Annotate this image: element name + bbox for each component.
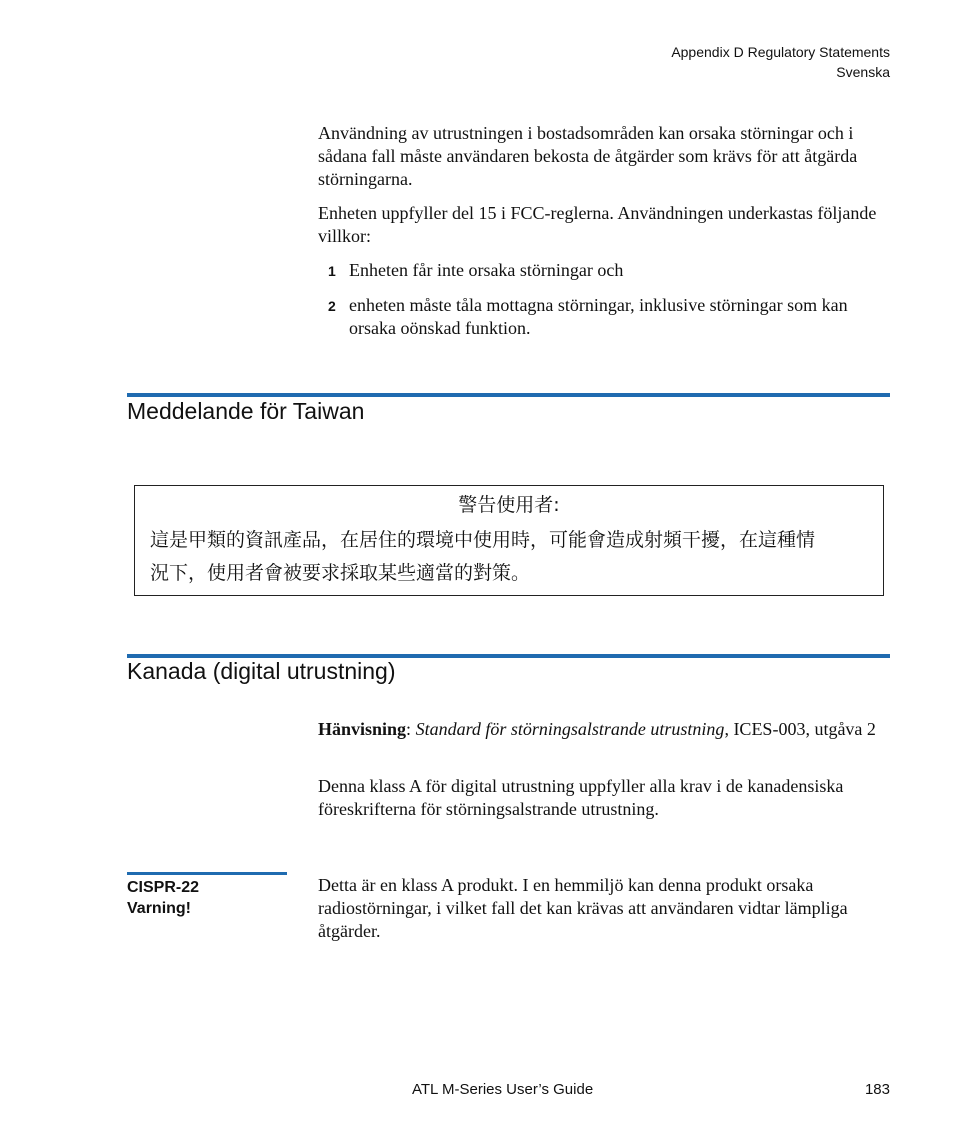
canada-paragraph: Denna klass A för digital utrustning uppfyller alla krav i de kanadensiska föreskrifterna för störningsalstrande utrustning. [318,776,844,819]
cispr-label [127,877,199,919]
list-number-2: 2 [328,298,336,314]
warning-body [150,524,875,590]
reference-separator: : [406,719,416,739]
cispr-label-warning: Varning! [127,900,192,917]
footer-page-number: 183 [864,1081,890,1098]
heading-canada: Kanada (digital utrustning) [127,658,396,684]
list-item-1: Enheten får inte orsaka störningar och [349,260,624,280]
cispr-paragraph: Detta är en klass A produkt. I en hemmiljö kan denna produkt orsaka radiostörningar, i vilket fall det kan krävas att användaren vidtar lämpliga åtgärder. [318,875,848,941]
warning-title: 警告使用者: [458,494,560,516]
header-section: Svenska [836,64,890,80]
cispr-side-rule [127,872,287,875]
intro-paragraph-2: Enheten uppfyller del 15 i FCC-reglerna. Användningen underkastas följande villkor: [318,203,877,246]
reference-label: Hänvisning [318,719,407,739]
reference-standard-title: Standard för störningsalstrande utrustning [415,719,725,739]
cispr-label-title: CISPR-22 [127,879,200,896]
reference-standard-id: , ICES-003, utgåva 2 [724,719,876,739]
section-rule-taiwan [127,393,890,397]
taiwan-warning-box [134,485,884,596]
list-number-1: 1 [328,263,336,279]
warning-line-1: 這是甲類的資訊產品，在居住的環境中使用時，可能會造成射頻干擾，在這種情 [150,529,816,551]
footer-guide-title: ATL M-Series User’s Guide [412,1081,594,1098]
heading-taiwan: Meddelande för Taiwan [127,398,365,424]
canada-reference [318,718,890,741]
header-chapter: Appendix D Regulatory Statements [671,44,890,60]
list-item-2: enheten måste tåla mottagna störningar, inklusive störningar som kan orsaka oönskad funktion. [349,295,848,338]
warning-line-2: 況下，使用者會被要求採取某些適當的對策。 [150,562,531,584]
running-header [671,42,890,82]
intro-paragraph-1: Användning av utrustningen i bostadsområden kan orsaka störningar och i sådana fall måste användaren bekosta de åtgärder som krävs för att åtgärda störningarna. [318,123,858,189]
